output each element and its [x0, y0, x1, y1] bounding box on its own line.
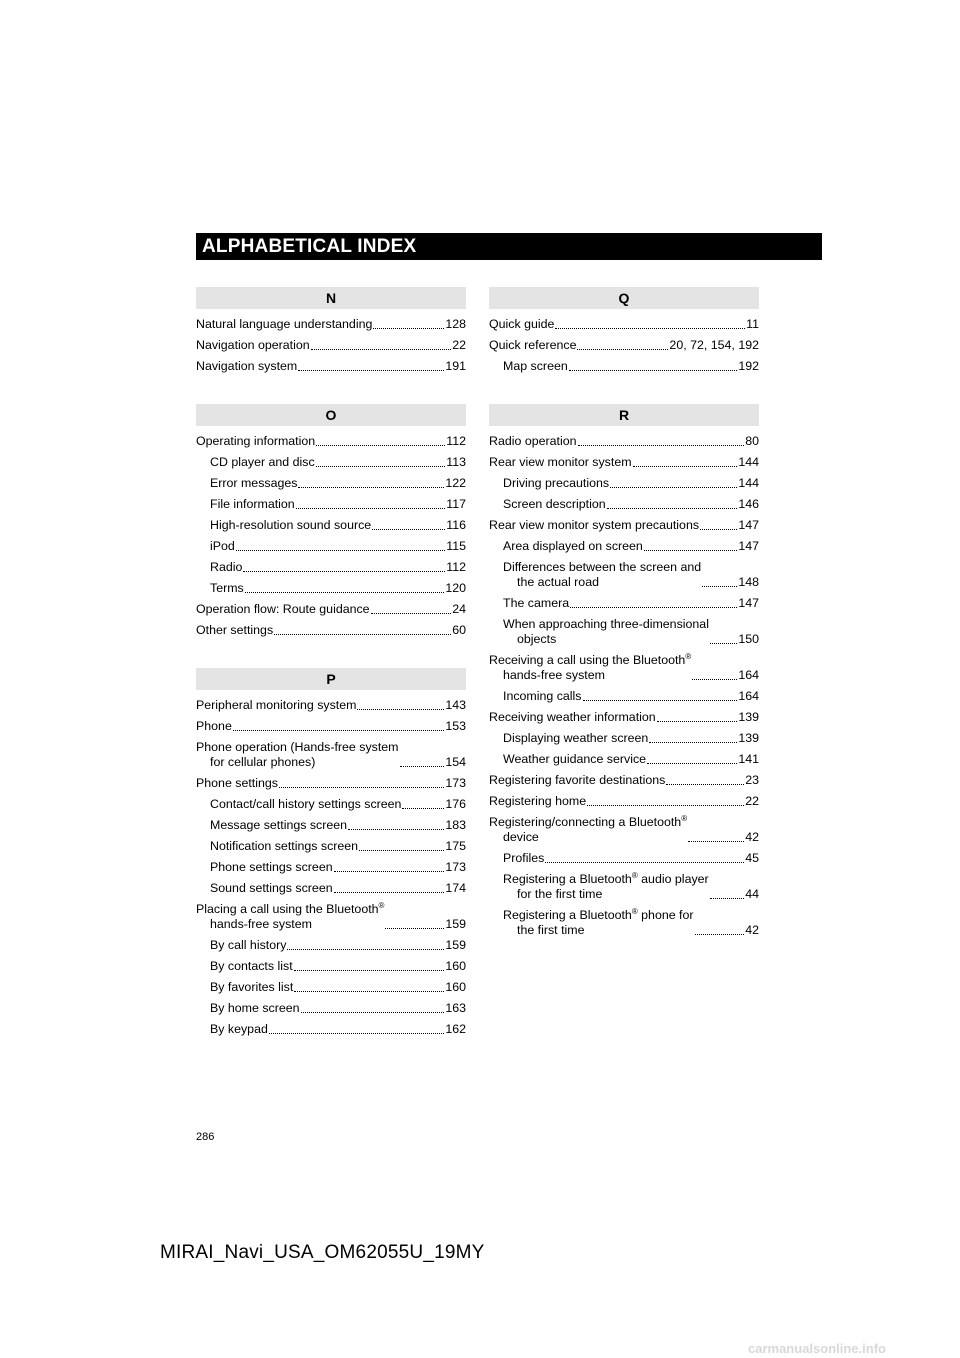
- index-entry[interactable]: [489, 359, 759, 374]
- entry-page-number: 22: [745, 794, 759, 808]
- entry-term-text: Screen description: [503, 497, 606, 511]
- entry-term: [210, 476, 297, 491]
- leader-dots: [657, 721, 738, 722]
- entry-term-continuation: for the first time: [517, 887, 603, 901]
- entry-term-text: The camera: [503, 596, 570, 610]
- section-letter: N: [196, 287, 466, 309]
- entry-term: [196, 698, 356, 713]
- entry-term-text: High-resolution sound source: [210, 518, 372, 532]
- entry-term-text: Profiles: [503, 851, 545, 865]
- entry-term-text: Navigation system: [196, 359, 298, 373]
- index-entry[interactable]: [196, 797, 466, 812]
- entry-term-text: Phone: [196, 719, 232, 733]
- leader-dots: [316, 445, 445, 446]
- index-entry[interactable]: [196, 455, 466, 470]
- entry-term-text: Registering a Bluetooth: [503, 908, 632, 922]
- entry-term: [210, 1022, 268, 1037]
- entry-term-text: Area displayed on screen: [503, 539, 643, 553]
- index-entry[interactable]: [196, 1022, 466, 1037]
- index-entry[interactable]: [196, 1001, 466, 1016]
- leader-dots: [311, 349, 452, 350]
- entry-term: [503, 851, 544, 866]
- entry-term: [503, 908, 694, 938]
- leader-dots: [695, 934, 745, 935]
- index-entry[interactable]: [196, 623, 466, 638]
- entry-term: [210, 497, 295, 512]
- index-entry[interactable]: [196, 434, 466, 449]
- entry-term-text: By keypad: [210, 1022, 268, 1036]
- entry-page-number: 80: [745, 434, 759, 448]
- entry-page-number: 116: [446, 518, 466, 532]
- leader-dots: [400, 766, 445, 767]
- leader-dots: [647, 763, 737, 764]
- entry-term: [210, 455, 315, 470]
- entry-page-number: 147: [738, 518, 759, 532]
- leader-dots: [279, 787, 444, 788]
- index-entry[interactable]: [196, 602, 466, 617]
- entry-term-text: Receiving a call using the Bluetooth: [489, 653, 686, 667]
- entry-term-text: Registering home: [489, 794, 587, 808]
- entry-term-continuation: hands-free system: [210, 917, 312, 931]
- index-entry[interactable]: [196, 338, 466, 353]
- leader-dots: [296, 508, 446, 509]
- entry-term-text: Rear view monitor system: [489, 455, 632, 469]
- entry-term-text: Operation flow: Route guidance: [196, 602, 370, 616]
- entry-page-number: 159: [445, 938, 466, 952]
- entry-page-number: 144: [738, 476, 759, 490]
- entry-page-number: 117: [446, 497, 466, 511]
- entry-term: [196, 740, 399, 770]
- entry-term: [503, 596, 569, 611]
- entry-term: [489, 653, 691, 683]
- leader-dots: [334, 892, 445, 893]
- entry-term-text: By call history: [210, 938, 287, 952]
- entry-term-text: CD player and disc: [210, 455, 315, 469]
- entry-page-number: 139: [738, 731, 759, 745]
- entry-term: [210, 818, 347, 833]
- entry-term: [503, 752, 646, 767]
- entry-term: [503, 539, 643, 554]
- index-entry[interactable]: [489, 872, 759, 902]
- entry-term: [489, 317, 554, 332]
- index-entry[interactable]: [489, 338, 759, 353]
- entry-term-text: Receiving weather information: [489, 710, 656, 724]
- entry-page-number: 139: [738, 710, 759, 724]
- leader-dots: [688, 841, 744, 842]
- index-entry[interactable]: [196, 581, 466, 596]
- leader-dots: [583, 700, 738, 701]
- entry-term: [196, 317, 372, 332]
- index-entry[interactable]: [489, 851, 759, 866]
- index-entry[interactable]: [196, 539, 466, 554]
- entry-term-continuation: device: [503, 830, 539, 844]
- leader-dots: [372, 529, 445, 530]
- leader-dots: [577, 349, 668, 350]
- entry-page-number: 160: [445, 980, 466, 994]
- entry-page-number: 175: [445, 839, 466, 853]
- leader-dots: [633, 466, 738, 467]
- entry-term: [489, 338, 576, 353]
- watermark: carmanualsonline.info: [748, 1341, 886, 1356]
- entry-page-number: 192: [738, 359, 759, 373]
- entry-term: [196, 902, 384, 932]
- registered-mark: ®: [631, 907, 638, 916]
- section-letter: O: [196, 404, 466, 426]
- entry-term-continuation: hands-free system: [503, 668, 605, 682]
- entry-page-number: 42: [745, 830, 759, 844]
- entry-term-text: iPod: [210, 539, 235, 553]
- index-entry[interactable]: [489, 815, 759, 845]
- entry-term-text: When approaching three-dimensional: [503, 617, 709, 631]
- entry-page-number: 147: [738, 539, 759, 553]
- leader-dots: [644, 550, 737, 551]
- index-entry[interactable]: [196, 359, 466, 374]
- entry-term-text: Terms: [210, 581, 244, 595]
- entry-page-number: 42: [745, 923, 759, 937]
- entry-term-text: Natural language understanding: [196, 317, 373, 331]
- entry-term: [196, 434, 315, 449]
- entry-term-text: Contact/call history settings screen: [210, 797, 402, 811]
- entry-page-number: 44: [745, 887, 759, 901]
- entry-term: [196, 776, 278, 791]
- index-entry[interactable]: [489, 689, 759, 704]
- entry-page-number: 176: [445, 797, 466, 811]
- entry-term: [489, 434, 577, 449]
- entry-term: [210, 539, 235, 554]
- entry-term-text: File information: [210, 497, 295, 511]
- leader-dots: [359, 850, 444, 851]
- leader-dots: [555, 328, 745, 329]
- entry-term-text: Rear view monitor system precautions: [489, 518, 700, 532]
- entry-term: [210, 560, 242, 575]
- index-column-left: [196, 287, 466, 1043]
- index-entry[interactable]: [196, 902, 466, 932]
- leader-dots: [245, 592, 445, 593]
- index-entry[interactable]: [489, 653, 759, 683]
- index-entry[interactable]: [196, 980, 466, 995]
- entry-page-number: 122: [445, 476, 466, 490]
- entry-term-text: Other settings: [196, 623, 274, 637]
- entry-term: [210, 959, 293, 974]
- leader-dots: [710, 643, 737, 644]
- entry-page-number: 11: [746, 317, 759, 331]
- entry-term-continuation: for cellular phones): [210, 755, 316, 769]
- entry-page-number: 20, 72, 154, 192: [669, 338, 759, 352]
- index-entry[interactable]: [489, 560, 759, 590]
- index-entry[interactable]: [489, 731, 759, 746]
- registered-mark: ®: [631, 871, 638, 880]
- index-entry[interactable]: [196, 560, 466, 575]
- index-entry[interactable]: [489, 617, 759, 647]
- entry-term: [196, 719, 232, 734]
- entry-page-number: 24: [452, 602, 466, 616]
- entry-term-continuation: objects: [517, 632, 557, 646]
- entry-term-text: Placing a call using the Bluetooth: [196, 902, 379, 916]
- entry-term-text: By favorites list: [210, 980, 294, 994]
- entry-page-number: 120: [445, 581, 466, 595]
- entry-page-number: 112: [446, 560, 466, 574]
- section-letter: R: [489, 404, 759, 426]
- entry-term: [503, 617, 709, 647]
- entry-term-suffix: phone for: [637, 908, 694, 922]
- entry-page-number: 60: [452, 623, 466, 637]
- index-entry[interactable]: [196, 719, 466, 734]
- entry-page-number: 159: [445, 917, 466, 931]
- index-entry[interactable]: [196, 476, 466, 491]
- index-entry[interactable]: [489, 434, 759, 449]
- leader-dots: [357, 709, 444, 710]
- leader-dots: [287, 949, 444, 950]
- leader-dots: [570, 607, 737, 608]
- section-letter: Q: [489, 287, 759, 309]
- leader-dots: [545, 862, 744, 863]
- entry-term: [210, 1001, 300, 1016]
- index-entry[interactable]: [196, 959, 466, 974]
- entry-term-suffix: audio player: [637, 872, 709, 886]
- index-entry[interactable]: [489, 710, 759, 725]
- index-entry[interactable]: [196, 938, 466, 953]
- entry-page-number: 183: [445, 818, 466, 832]
- entry-term-text: Weather guidance service: [503, 752, 647, 766]
- entry-page-number: 153: [445, 719, 466, 733]
- index-entry[interactable]: [196, 860, 466, 875]
- entry-page-number: 23: [745, 773, 759, 787]
- entry-term-text: Sound settings screen: [210, 881, 333, 895]
- entry-page-number: 150: [738, 632, 759, 646]
- entry-page-number: 164: [738, 668, 759, 682]
- entry-term-continuation: the actual road: [517, 575, 599, 589]
- leader-dots: [348, 829, 444, 830]
- entry-term-continuation: the first time: [517, 923, 585, 937]
- leader-dots: [301, 1012, 445, 1013]
- entry-term-text: Quick reference: [489, 338, 577, 352]
- entry-page-number: 143: [445, 698, 466, 712]
- entry-term: [210, 881, 333, 896]
- entry-page-number: 112: [446, 434, 466, 448]
- leader-dots: [649, 742, 737, 743]
- leader-dots: [692, 679, 737, 680]
- entry-term: [503, 560, 701, 590]
- entry-term-text: Radio operation: [489, 434, 577, 448]
- entry-page-number: 191: [445, 359, 466, 373]
- leader-dots: [316, 466, 446, 467]
- section-letter: P: [196, 668, 466, 690]
- leader-dots: [334, 871, 445, 872]
- entry-page-number: 173: [445, 860, 466, 874]
- leader-dots: [373, 328, 444, 329]
- leader-dots: [298, 370, 444, 371]
- entry-term: [210, 797, 401, 812]
- page-number: 286: [196, 1131, 215, 1143]
- leader-dots: [298, 487, 444, 488]
- entry-term: [210, 980, 293, 995]
- entry-term: [196, 338, 310, 353]
- index-entry[interactable]: [489, 773, 759, 788]
- entry-term-text: Incoming calls: [503, 689, 582, 703]
- index-entry[interactable]: [196, 776, 466, 791]
- page-title: ALPHABETICAL INDEX: [202, 236, 417, 257]
- index-entry[interactable]: [196, 818, 466, 833]
- entry-term-text: By home screen: [210, 1001, 300, 1015]
- entry-term-text: Radio: [210, 560, 243, 574]
- leader-dots: [294, 991, 444, 992]
- index-entry[interactable]: [196, 518, 466, 533]
- entry-term-text: Operating information: [196, 434, 316, 448]
- entry-term-text: Error messages: [210, 476, 298, 490]
- entry-page-number: 163: [445, 1001, 466, 1015]
- index-entry[interactable]: [489, 497, 759, 512]
- entry-term: [196, 602, 370, 617]
- entry-term: [503, 359, 568, 374]
- entry-term-text: Notification settings screen: [210, 839, 359, 853]
- entry-term: [503, 497, 606, 512]
- document-code: MIRAI_Navi_USA_OM62055U_19MY: [160, 1242, 485, 1263]
- entry-page-number: 154: [445, 755, 466, 769]
- entry-page-number: 160: [445, 959, 466, 973]
- entry-term: [489, 794, 586, 809]
- leader-dots: [607, 508, 738, 509]
- entry-term: [503, 689, 582, 704]
- index-entry[interactable]: [489, 596, 759, 611]
- entry-page-number: 146: [738, 497, 759, 511]
- index-entry[interactable]: [196, 740, 466, 770]
- index-entry[interactable]: [489, 317, 759, 332]
- entry-term-text: Map screen: [503, 359, 568, 373]
- registered-mark: ®: [378, 901, 385, 910]
- leader-dots: [710, 898, 745, 899]
- entry-term: [210, 518, 371, 533]
- entry-term-text: Registering a Bluetooth: [503, 872, 632, 886]
- entry-term-text: Displaying weather screen: [503, 731, 649, 745]
- entry-term: [503, 476, 609, 491]
- index-entry[interactable]: [196, 317, 466, 332]
- entry-term-text: Phone operation (Hands-free system: [196, 740, 399, 754]
- entry-page-number: 164: [738, 689, 759, 703]
- leader-dots: [666, 784, 744, 785]
- entry-term: [196, 359, 297, 374]
- leader-dots: [243, 571, 445, 572]
- entry-term: [503, 872, 709, 902]
- entry-term: [489, 815, 687, 845]
- leader-dots: [402, 808, 444, 809]
- entry-page-number: 162: [445, 1022, 466, 1036]
- entry-page-number: 113: [446, 455, 466, 469]
- registered-mark: ®: [681, 814, 688, 823]
- index-entry[interactable]: [489, 476, 759, 491]
- index-entry[interactable]: [196, 839, 466, 854]
- entry-page-number: 45: [745, 851, 759, 865]
- index-entry[interactable]: [489, 752, 759, 767]
- entry-term: [210, 860, 333, 875]
- entry-term-text: Phone settings screen: [210, 860, 333, 874]
- entry-term-text: Phone settings: [196, 776, 278, 790]
- leader-dots: [274, 634, 451, 635]
- entry-term: [503, 731, 648, 746]
- leader-dots: [610, 487, 737, 488]
- entry-page-number: 141: [738, 752, 759, 766]
- entry-term-text: Quick guide: [489, 317, 555, 331]
- leader-dots: [587, 805, 744, 806]
- entry-term-text: Message settings screen: [210, 818, 348, 832]
- entry-page-number: 22: [452, 338, 466, 352]
- index-entry[interactable]: [489, 539, 759, 554]
- index-entry[interactable]: [489, 518, 759, 533]
- registered-mark: ®: [685, 652, 692, 661]
- entry-term-text: Driving precautions: [503, 476, 610, 490]
- entry-term: [489, 710, 656, 725]
- entry-term: [210, 581, 244, 596]
- entry-page-number: 148: [738, 575, 759, 589]
- index-entry[interactable]: [196, 881, 466, 896]
- entry-term: [489, 773, 665, 788]
- entry-page-number: 174: [445, 881, 466, 895]
- leader-dots: [385, 928, 444, 929]
- entry-page-number: 147: [738, 596, 759, 610]
- leader-dots: [236, 550, 445, 551]
- leader-dots: [569, 370, 738, 371]
- index-entry[interactable]: [196, 497, 466, 512]
- entry-term: [196, 623, 273, 638]
- entry-term: [489, 518, 699, 533]
- entry-page-number: 173: [445, 776, 466, 790]
- index-entry[interactable]: [196, 698, 466, 713]
- entry-term: [489, 455, 632, 470]
- leader-dots: [294, 970, 445, 971]
- index-entry[interactable]: [489, 794, 759, 809]
- index-entry[interactable]: [489, 908, 759, 938]
- entry-term-text: Peripheral monitoring system: [196, 698, 357, 712]
- leader-dots: [269, 1033, 444, 1034]
- leader-dots: [371, 613, 452, 614]
- leader-dots: [700, 529, 737, 530]
- entry-term-text: Registering/connecting a Bluetooth: [489, 815, 682, 829]
- index-entry[interactable]: [489, 455, 759, 470]
- entry-page-number: 115: [446, 539, 466, 553]
- leader-dots: [702, 586, 737, 587]
- entry-term-text: Registering favorite destinations: [489, 773, 666, 787]
- entry-page-number: 144: [738, 455, 759, 469]
- leader-dots: [578, 445, 745, 446]
- entry-term: [210, 839, 358, 854]
- index-column-right: [489, 287, 759, 944]
- entry-page-number: 128: [445, 317, 466, 331]
- leader-dots: [233, 730, 444, 731]
- entry-term: [210, 938, 286, 953]
- entry-term-text: Navigation operation: [196, 338, 310, 352]
- entry-term-text: By contacts list: [210, 959, 293, 973]
- entry-term-text: Differences between the screen and: [503, 560, 702, 574]
